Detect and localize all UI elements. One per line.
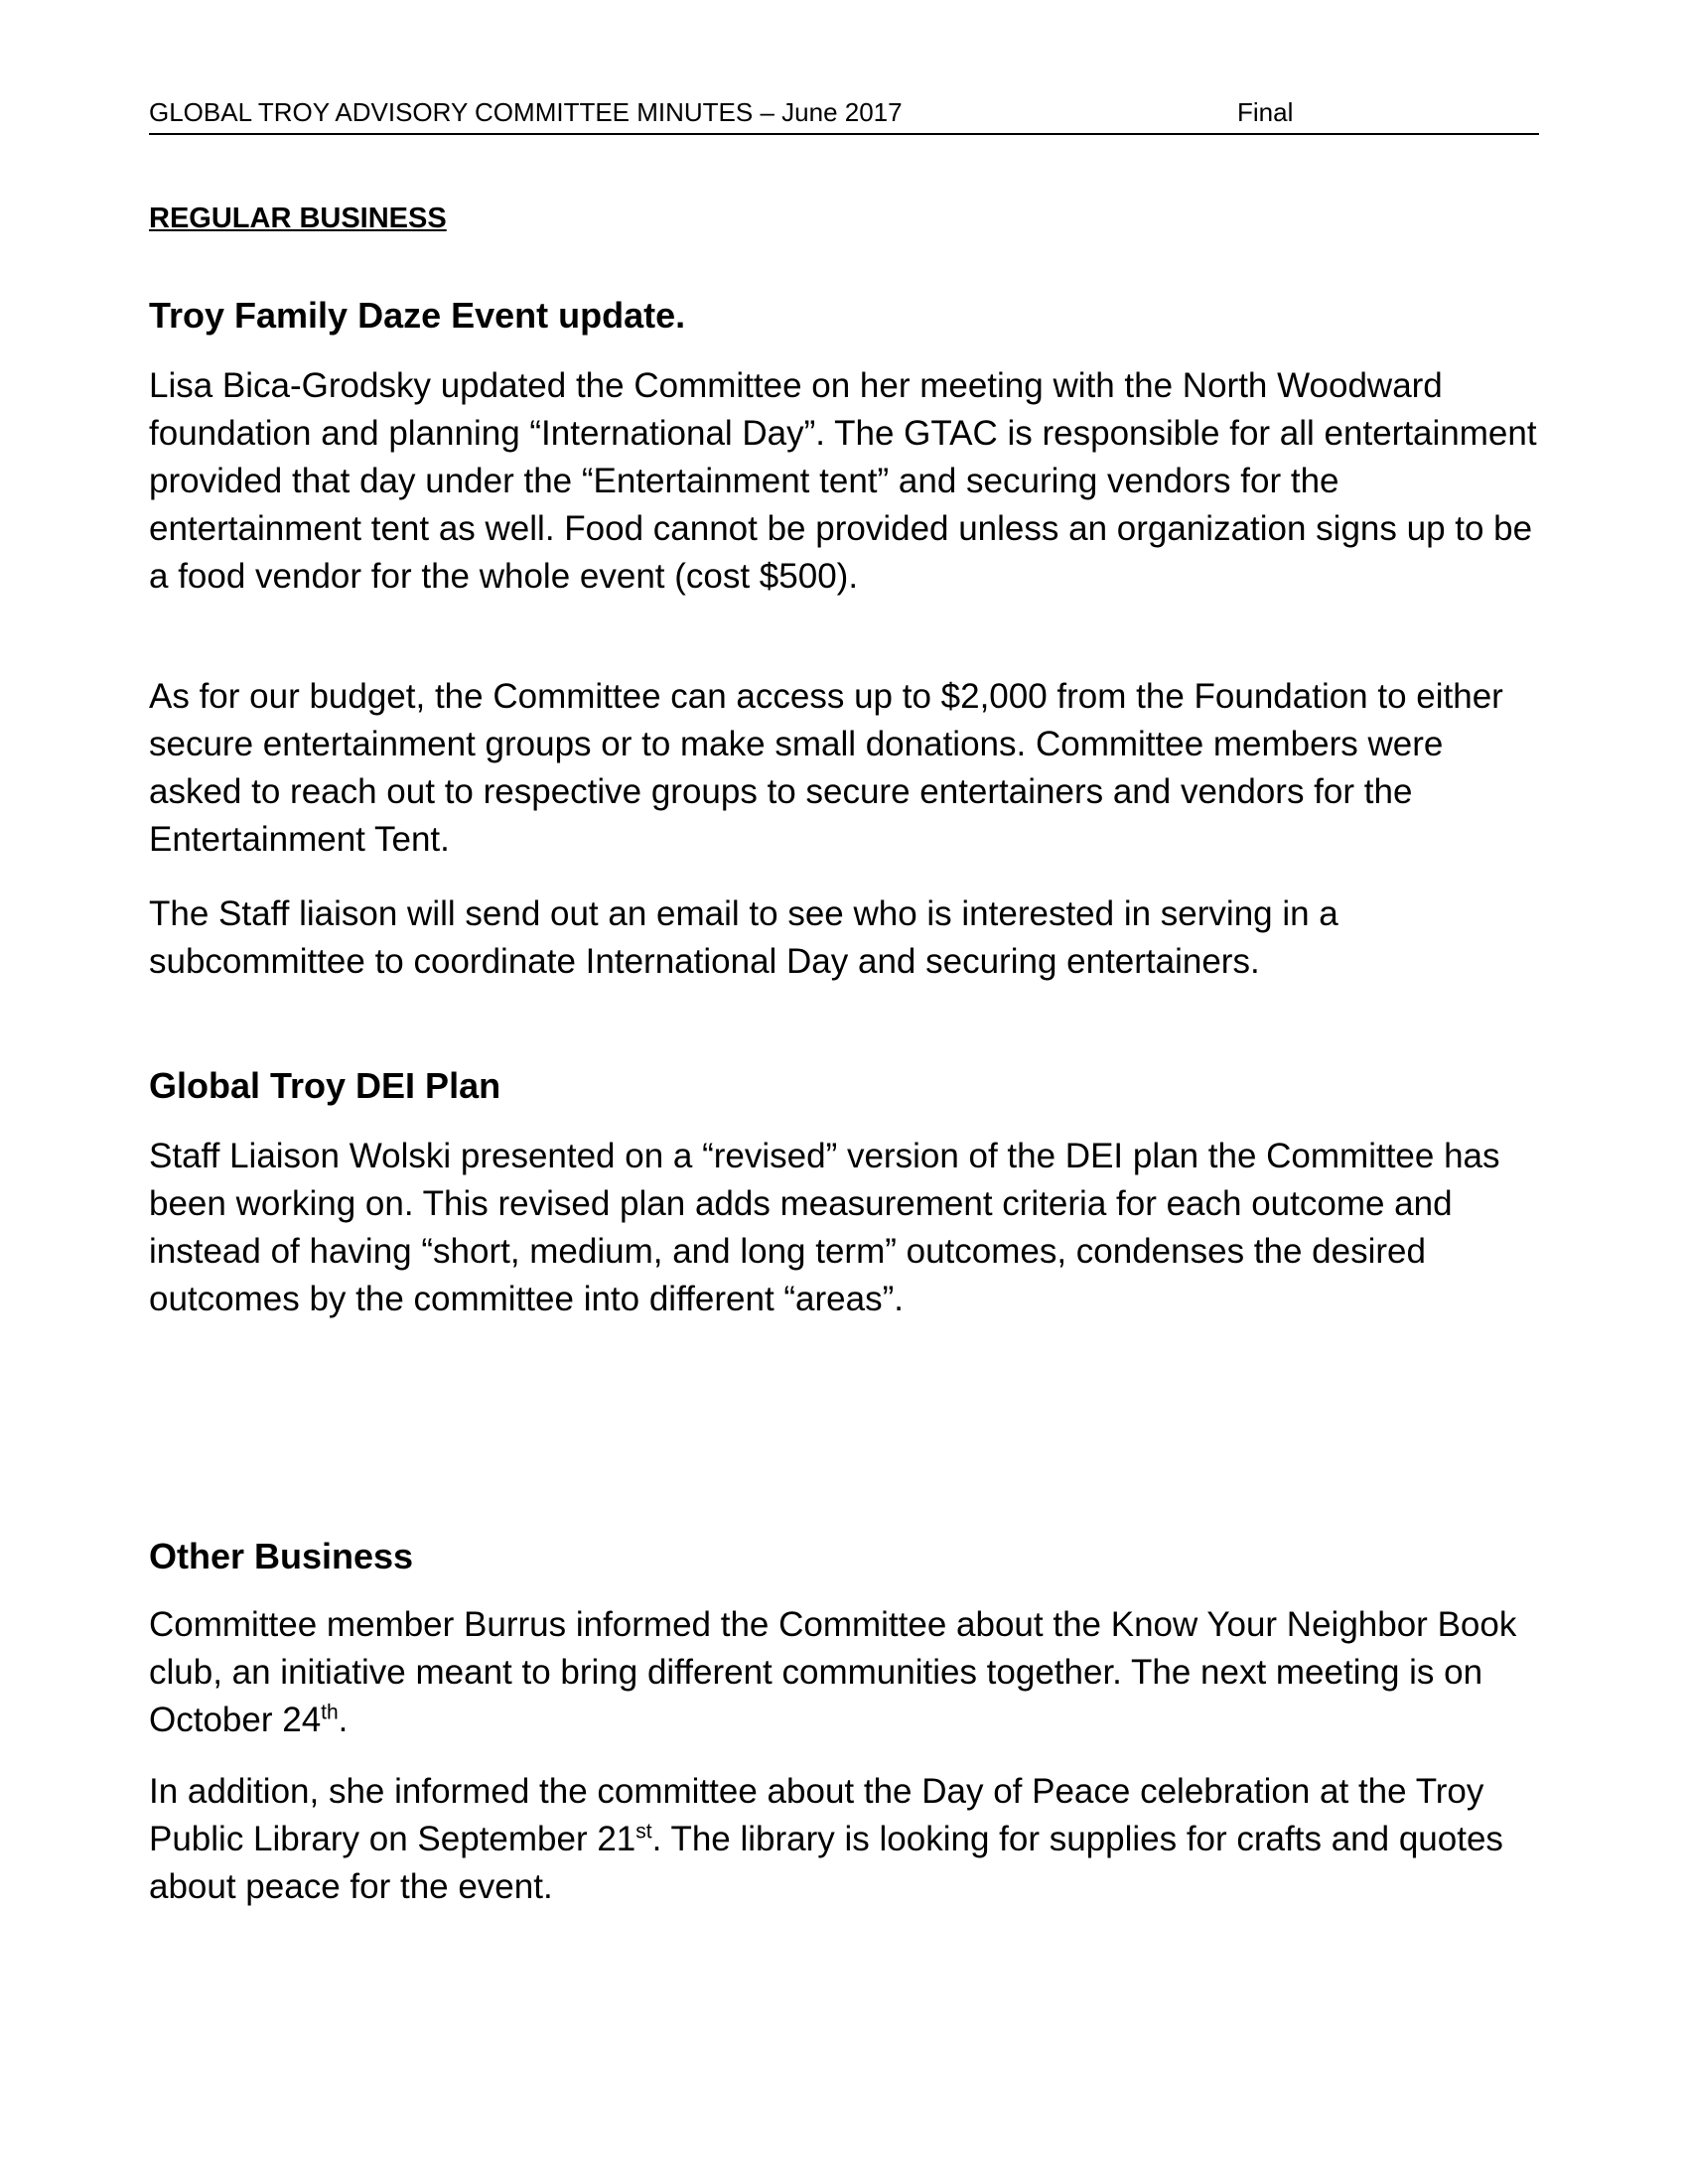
paragraph-dei-plan: Staff Liaison Wolski presented on a “revised” version of the DEI plan the Committee has been working on. This revised plan adds measurement criteria for each outcome and instead of having “short, medium, and long term” outcomes, condenses the desired outcomes by the committee into different “areas”. (149, 1137, 1500, 1318)
paragraph-family-daze-1: Lisa Bica-Grodsky updated the Committee on her meeting with the North Woodward foundation and planning “International Day”. The GTAC is responsible for all entertainment provided that day under the “Entertainment tent” and securing vendors for the entertainment tent as well. Food cannot be provided unless an organization signs up to be a food vendor for the whole event (cost $500). (149, 366, 1537, 596)
ordinal-suffix: th (321, 1701, 339, 1724)
paragraph-family-daze-2: As for our budget, the Committee can access up to $2,000 from the Foundation to either secure entertainment groups or to make small donations. Committee members were asked to reach out to respective groups to secure entertainers and vendors for the Entertainment Tent. (149, 677, 1503, 859)
header-status: Final (1237, 97, 1294, 127)
ordinal-suffix: st (635, 1820, 652, 1843)
section-heading-other-business: Other Business (149, 1536, 414, 1576)
header-title: GLOBAL TROY ADVISORY COMMITTEE MINUTES – June 2017 (149, 97, 903, 127)
paragraph-other-business-2-text: In addition, she informed the committee about the Day of Peace celebration at the Troy Public Library on September 21 (149, 1772, 1484, 1858)
paragraph-family-daze-3: The Staff liaison will send out an email to see who is interested in serving in a subcommittee to coordinate International Day and securing entertainers. (149, 894, 1338, 981)
section-heading-family-daze: Troy Family Daze Event update. (149, 295, 686, 336)
page-header (149, 95, 1539, 135)
regular-business-heading: REGULAR BUSINESS (149, 203, 447, 234)
paragraph-other-business-1-text: Committee member Burrus informed the Committee about the Know Your Neighbor Book club, an initiative meant to bring different communities together. The next meeting is on October 24 (149, 1605, 1517, 1739)
minutes-page (149, 0, 1539, 2184)
paragraph-other-business-1-tail: . (338, 1701, 349, 1739)
paragraph-other-business-2 (149, 1768, 1539, 1911)
paragraph-other-business-1 (149, 1601, 1539, 1744)
section-heading-dei-plan: Global Troy DEI Plan (149, 1065, 501, 1106)
paragraph-other-business-2-tail: . The library is looking for supplies for crafts and quotes about peace for the event. (149, 1820, 1503, 1906)
